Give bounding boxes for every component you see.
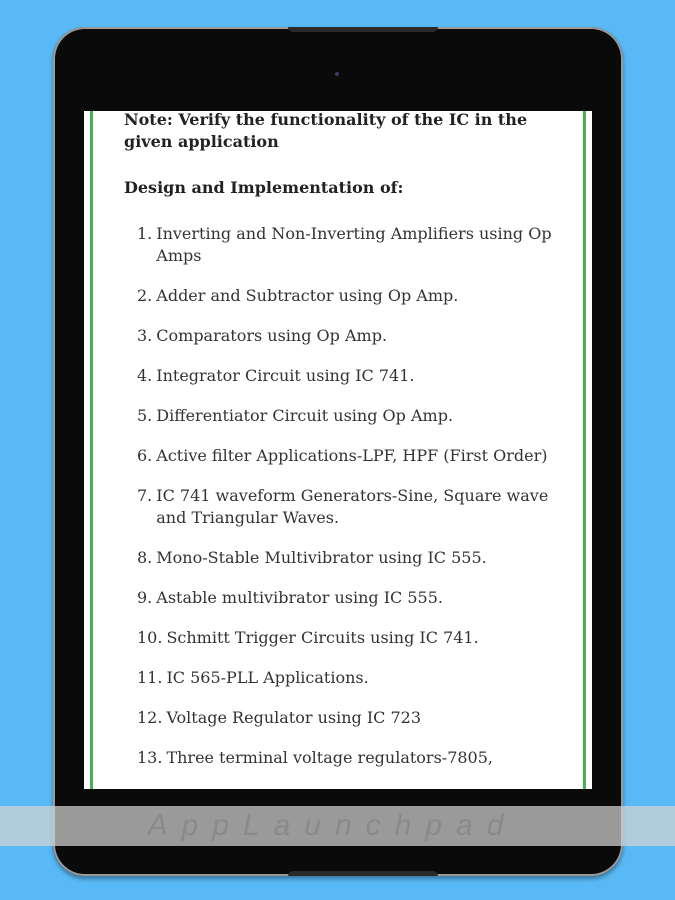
item-text: Voltage Regulator using IC 723 bbox=[166, 708, 422, 727]
list-item bbox=[124, 587, 564, 609]
item-text: Integrator Circuit using IC 741. bbox=[156, 366, 415, 385]
list-item bbox=[124, 707, 564, 729]
item-text: Inverting and Non-Inverting Amplifiers using Op Amps bbox=[156, 224, 552, 265]
item-number: 13. bbox=[137, 748, 163, 767]
section-heading: Design and Implementation of: bbox=[124, 178, 404, 197]
watermark-text: AppLaunchpad bbox=[147, 809, 518, 842]
note-text: Note: Verify the functionality of the IC in the given application bbox=[124, 111, 528, 151]
list-item bbox=[124, 547, 564, 569]
list-item bbox=[124, 485, 564, 529]
item-number: 6. bbox=[137, 446, 153, 465]
top-notch bbox=[288, 27, 438, 32]
item-text: Mono-Stable Multivibrator using IC 555. bbox=[156, 548, 487, 567]
list-item bbox=[124, 445, 564, 467]
item-text: Active filter Applications-LPF, HPF (First Order) bbox=[156, 446, 548, 465]
experiment-list bbox=[124, 223, 564, 769]
item-text: Three terminal voltage regulators-7805, bbox=[166, 748, 493, 767]
item-text: Adder and Subtractor using Op Amp. bbox=[156, 286, 459, 305]
item-text: IC 565-PLL Applications. bbox=[166, 668, 369, 687]
item-number: 10. bbox=[137, 628, 163, 647]
item-number: 11. bbox=[137, 668, 163, 687]
list-item bbox=[124, 285, 564, 307]
list-item bbox=[124, 747, 564, 769]
item-text: Astable multivibrator using IC 555. bbox=[156, 588, 443, 607]
item-text: Differentiator Circuit using Op Amp. bbox=[156, 406, 454, 425]
list-item bbox=[124, 667, 564, 689]
list-item bbox=[124, 223, 564, 267]
item-text: IC 741 waveform Generators-Sine, Square wave and Triangular Waves. bbox=[156, 486, 549, 527]
syllabus-content bbox=[124, 111, 564, 787]
item-text: Schmitt Trigger Circuits using IC 741. bbox=[166, 628, 479, 647]
list-item bbox=[124, 325, 564, 347]
item-number: 1. bbox=[137, 224, 153, 243]
item-number: 7. bbox=[137, 486, 153, 505]
app-screen[interactable] bbox=[84, 111, 592, 789]
item-text: Comparators using Op Amp. bbox=[156, 326, 388, 345]
item-number: 3. bbox=[137, 326, 153, 345]
item-number: 5. bbox=[137, 406, 153, 425]
left-green-border bbox=[90, 111, 93, 789]
item-number: 9. bbox=[137, 588, 153, 607]
camera-icon bbox=[335, 72, 339, 76]
item-number: 8. bbox=[137, 548, 153, 567]
item-number: 2. bbox=[137, 286, 153, 305]
watermark-band bbox=[0, 806, 675, 846]
list-item bbox=[124, 405, 564, 427]
list-item bbox=[124, 365, 564, 387]
right-green-border bbox=[583, 111, 586, 789]
item-number: 12. bbox=[137, 708, 163, 727]
bottom-notch bbox=[288, 871, 438, 876]
list-item bbox=[124, 627, 564, 649]
item-number: 4. bbox=[137, 366, 153, 385]
